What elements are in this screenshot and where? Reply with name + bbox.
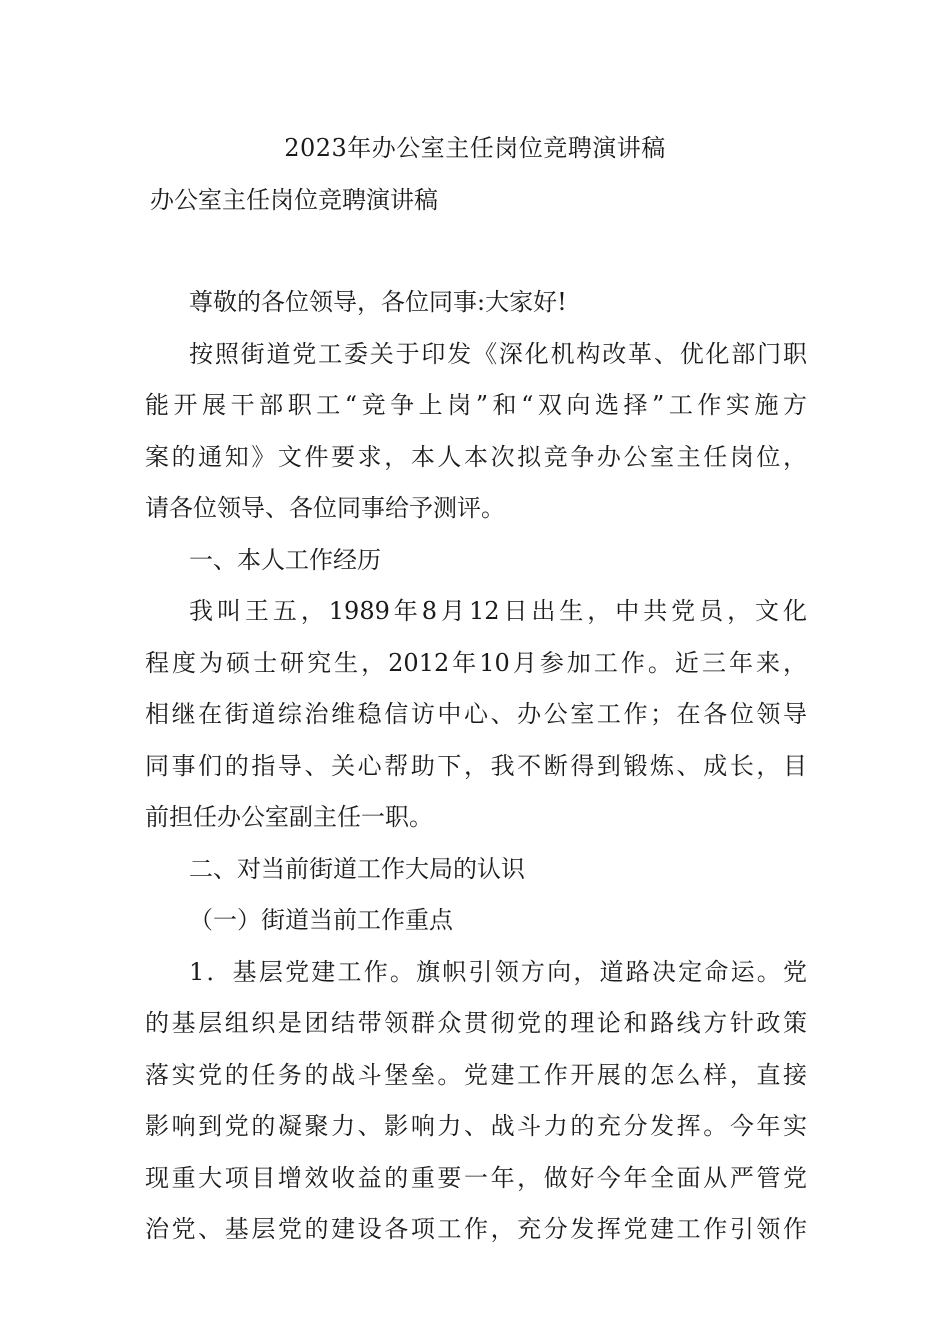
document-title: 2023年办公室主任岗位竞聘演讲稿 bbox=[284, 134, 666, 162]
document-body bbox=[145, 277, 807, 1256]
paragraph-line: 现重大项目增效收益的重要一年，做好今年全面从严管党 bbox=[145, 1163, 807, 1192]
paragraph-line: 请各位领导、各位同事给予测评。 bbox=[145, 494, 505, 522]
section-heading: 一、本人工作经历 bbox=[189, 545, 381, 574]
paragraph-line: 能开展干部职工“竞争上岗”和“双向选择”工作实施方 bbox=[145, 391, 807, 419]
paragraph-line: 落实党的任务的战斗堡垒。党建工作开展的怎么样，直接 bbox=[145, 1060, 807, 1089]
greeting-line: 尊敬的各位领导，各位同事:大家好! bbox=[189, 288, 567, 316]
paragraph-line: 程度为硕士研究生，2012年10月参加工作。近三年来， bbox=[145, 648, 807, 677]
paragraph-line: 同事们的指导、关心帮助下，我不断得到锻炼、成长，目 bbox=[145, 751, 807, 780]
section-heading: 二、对当前街道工作大局的认识 bbox=[189, 854, 525, 883]
paragraph-line: 相继在街道综治维稳信访中心、办公室工作；在各位领导 bbox=[145, 700, 807, 728]
paragraph-line: 的基层组织是团结带领群众贯彻党的理论和路线方针政策 bbox=[145, 1009, 807, 1037]
paragraph-line: 1．基层党建工作。旗帜引领方向，道路决定命运。党 bbox=[189, 957, 807, 986]
paragraph-line: 按照街道党工委关于印发《深化机构改革、优化部门职 bbox=[189, 339, 807, 368]
paragraph-line: 影响到党的凝聚力、影响力、战斗力的充分发挥。今年实 bbox=[145, 1112, 807, 1140]
paragraph-line: 治党、基层党的建设各项工作，充分发挥党建工作引领作 bbox=[145, 1215, 807, 1243]
paragraph-line: 我叫王五，1989年8月12日出生，中共党员，文化 bbox=[189, 597, 807, 625]
subsection-heading: （一）街道当前工作重点 bbox=[189, 906, 453, 934]
document-subtitle: 办公室主任岗位竞聘演讲稿 bbox=[150, 186, 438, 214]
paragraph-line: 前担任办公室副主任一职。 bbox=[145, 803, 433, 831]
paragraph-line: 案的通知》文件要求，本人本次拟竞争办公室主任岗位， bbox=[145, 442, 807, 471]
